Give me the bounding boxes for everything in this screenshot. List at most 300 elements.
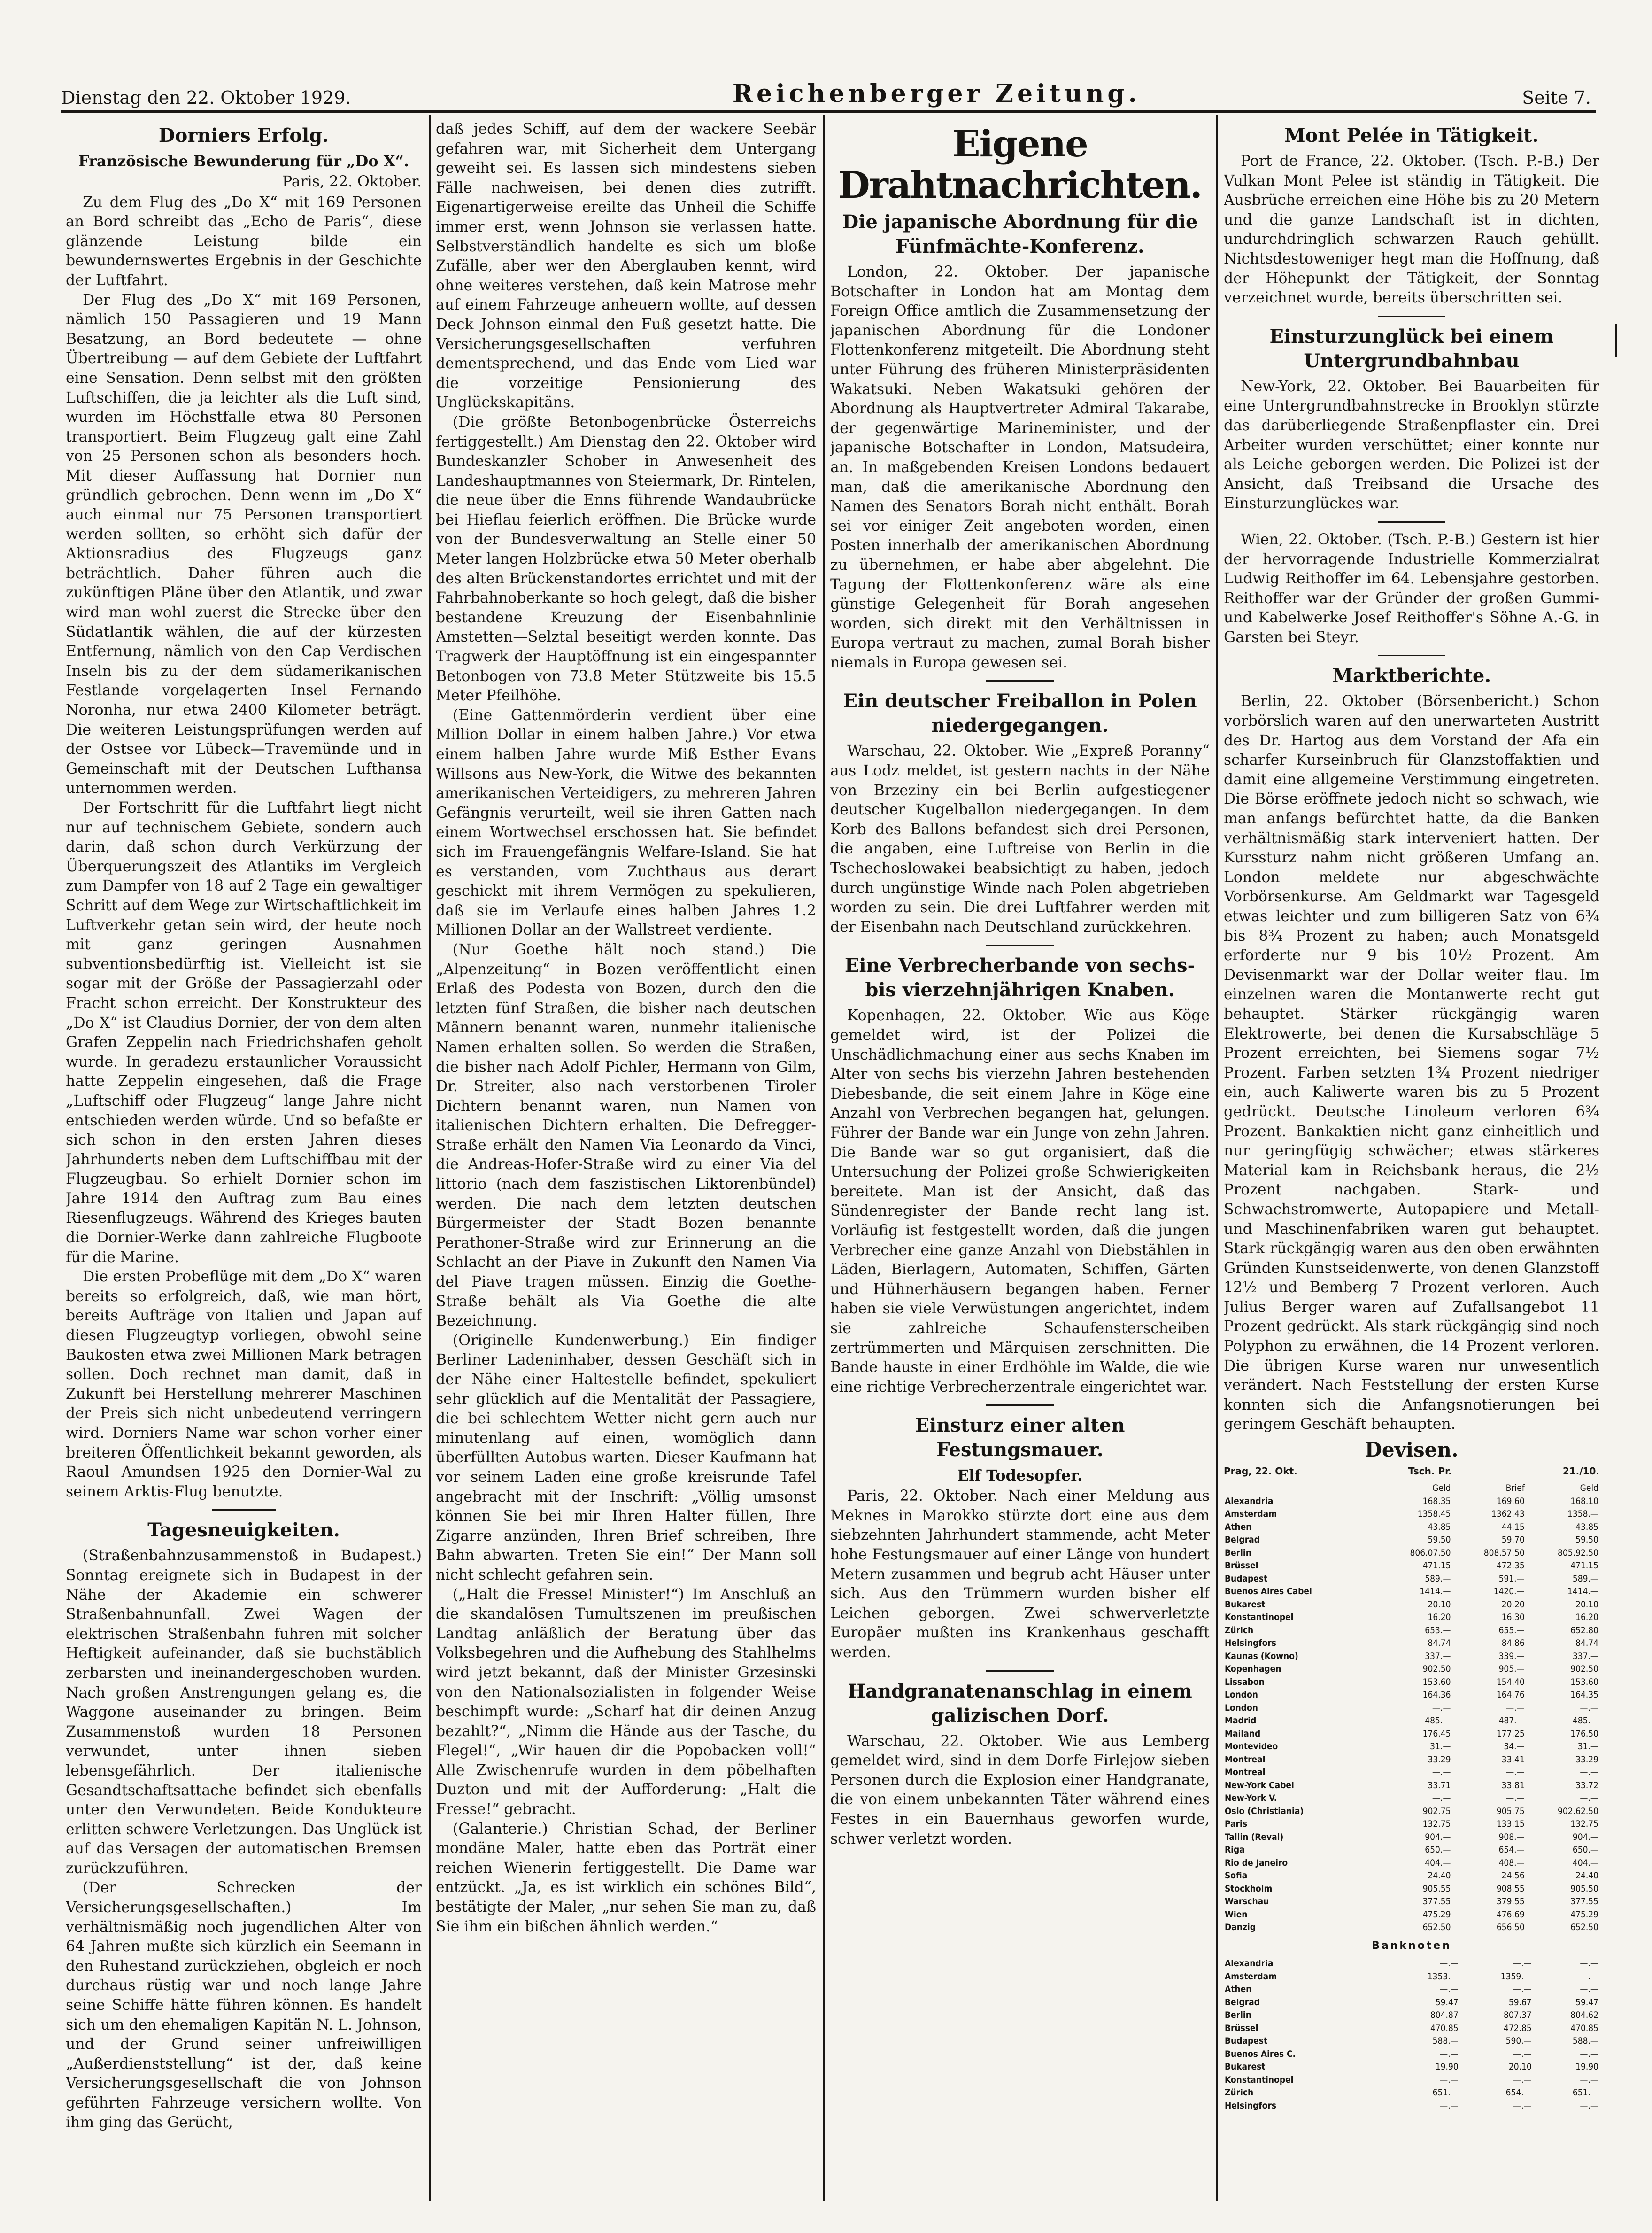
devisen-row — [1224, 1573, 1599, 1586]
article-paragraph: Warschau, 22. Oktober. Wie aus Lemberg gemeldet wird, sind in dem Dorfe Firlejow sieben Personen durch die Explosion einer Handgranate, die von einem unbekannten Täter während eines Festes in ein Bauernhaus geworfen wurde, schwer verletzt worden. — [830, 1732, 1210, 1847]
devisen-geld-value: 31.— — [1430, 1741, 1451, 1752]
banknoten-currency-name: Zürich — [1225, 2087, 1254, 2098]
article-paragraph: London, 22. Oktober. Der japanische Botschafter in London hat am Montag dem Foreign Office amtlich die Zusammensetzung der japanischen Abordnung für die Londoner Flottenkonferenz mitgeteilt. Die Abordnung steht unter Führung des früheren Ministerpräsidenten Wakatsuki. Neben Wakatsuki gehören der Abordnung als Hauptvertreter Admiral Takarabe, der gegenwärtige Marineminister, und der japanische Botschafter in London, Matsudeira, an. In maßgebenden Kreisen Londons bedauert man, daß die amerikanische Abordnung den Namen des Senators Borah nicht enthält. Borah sei vor einiger Zeit angeboten worden, einen Posten innerhalb der amerikanischen Abordnung zu übernehmen, er habe aber abgelehnt. Die Tagung der Flottenkonferenz wäre als eine günstige Gelegenheit für Borah angesehen worden, sich direkt mit den Verhältnissen in Europa vertraut zu machen, zumal Borah bisher niemals in Europa gewesen sei. — [830, 264, 1210, 671]
devisen-brief-value: 24.56 — [1501, 1870, 1525, 1881]
devisen-brief-value: 154.40 — [1496, 1676, 1525, 1687]
banknoten-geld-value: 804.87 — [1430, 2010, 1459, 2021]
devisen-header-brief: Brief — [1505, 1483, 1525, 1494]
article-paragraph: Der Flug des „Do X“ mit 169 Personen, nämlich 150 Passagieren und 19 Mann Besatzung, an Bord bedeutete — ohne Übertreibung — auf dem Gebiete der Luftfahrt eine Sensation. Denn selbst mit den größten Luftschiffen, die ja leichter als die Luft sind, wurden im Höchstfalle etwa 80 Personen transportiert. Beim Flugzeug galt eine Zahl von 25 Personen schon als besonders hoch. Mit dieser Auffassung hat Dornier nun gründlich gebrochen. Denn wenn im „Do X“ auch einmal nur 75 Personen transportiert werden sollten, so erhöht sich dafür der Aktionsradius des Flugzeugs ganz beträchtlich. Daher führen auch die zukünftigen Pläne über den Atlantik, und zwar wird man wohl zuerst die Strecke über den Südatlantik wählen, die auf der kürzesten Entfernung, nämlich von den Cap Verdischen Inseln bis zu der dem südamerikanischen Festlande vorgelagerten Insel Fernando Noronha, nur etwa 2400 Kilometer beträgt. Die weiteren Leistungsprüfungen werden auf der Ostsee vor Lübeck—Travemünde und in Gemeinschaft mit der Deutschen Lufthansa unternommen werden. — [66, 291, 422, 797]
devisen-header-row — [1224, 1482, 1599, 1495]
article-paragraph: Berlin, 22. Oktober (Börsenbericht.) Schon vorbörslich waren auf den unerwarteten Austritt des Dr. Hartog aus dem Vorstand der Afa ein scharfer Kurseinbruch für Glanzstoffaktien und damit eine allgemeine Verstimmung eingetreten. Die Börse eröffnete jedoch nicht so schwach, wie man anfangs befürchtet hatte, da die Banken verhältnismäßig stark interveniert hatten. Der Kurssturz nahm nicht größeren Umfang an. London meldete nur abgeschwächte Vorbörsenkurse. Am Geldmarkt war Tagesgeld etwas leichter und zum billigeren Satz von 6¾ bis 8¾ Prozent zu haben; auch Monatsgeld erforderte nur 9 bis 10½ Prozent. Am Devisenmarkt war der Dollar weiter flau. Im einzelnen waren die Montanwerte recht gut behauptet. Stärker rückgängig waren Elektrowerte, bei denen die Kursabschläge 5 Prozent erreichten, bei Siemens sogar 7½ Prozent. Farben setzten 1¾ Prozent niedriger ein, auch Kaliwerte waren bis zu 5 Prozent gedrückt. Deutsche Linoleum verloren 6¾ Prozent. Bankaktien nicht ganz einheitlich und nur geringfügig schwächer; etwas stärkeres Material kam in Reichsbank heraus, die 2½ Prozent nachgaben. Stark- und Schwachstromwerte, Autopapiere und Metall- und Maschinenfabriken waren gut behauptet. Stark rückgängig waren aus den oben erwähnten Gründen Kunstseidenwerte, von denen Glanzstoff 12½ und Bemberg 7 Prozent verloren. Auch Julius Berger waren auf Zufallsangebot 11 Prozent gedrückt. Als stark rückgängig sind noch Polyphon zu erwähnen, die 14 Prozent verloren. Die übrigen Kurse waren nur unwesentlich verändert. Nach Feststellung der ersten Kurse konnten sich die Anfangsnotierungen bei geringem Geschäft behaupten. — [1224, 693, 1599, 1433]
column-divider-2 — [823, 115, 825, 2201]
devisen-currency-name: Mailand — [1225, 1728, 1261, 1739]
devisen-brief-value: 487.— — [1498, 1715, 1525, 1726]
article-paragraph: Port de France, 22. Oktober. (Tsch. P.-B.) Der Vulkan Mont Pelee ist ständig in Tätigkeit. Die Ausbrüche erreichen eine Höhe bis zu 20 Metern und die ganze Landschaft ist in dichten, undurchdringlich schwarzen Rauch gehüllt. Nichtsdestoweniger hegt man die Hoffnung, daß der Höhepunkt der Tätigkeit, der Sonntag verzeichnet wurde, bereits überschritten sei. — [1224, 153, 1599, 307]
devisen-row — [1224, 1908, 1599, 1922]
devisen-prev-geld-value: 475.29 — [1570, 1909, 1598, 1920]
devisen-row — [1224, 1534, 1599, 1547]
devisen-currency-name: Alexandria — [1225, 1496, 1274, 1506]
article-paragraph: Warschau, 22. Oktober. Wie „Expreß Poranny“ aus Lodz meldet, ist gestern nachts in der Nähe von Brzeziny ein bei Berlin aufgestiegener deutscher Kugelballon niedergegangen. In dem Korb des Ballons befandest sich drei Personen, die angaben, eine Luftreise von Berlin in die Tschechoslowakei beabsichtigt zu haben, jedoch durch ungünstige Winde nach Polen abgetrieben worden zu sein. Die drei Luftfahrer werden mit der Eisenbahn nach Deutschland zurückkehren. — [830, 743, 1210, 936]
devisen-brief-value: —.— — [1506, 1793, 1525, 1804]
banknoten-geld-value: 588.— — [1432, 2036, 1459, 2047]
devisen-brief-value: 476.69 — [1496, 1909, 1525, 1920]
section-separator — [986, 1404, 1054, 1406]
article-paragraph: (Eine Gattenmörderin verdient über eine Million Dollar in einem halben Jahre.) Vor etwa einem halben Jahre wurde Miß Esther Evans Willsons aus New-York, die Witwe des bekannten amerikanischen Verteidigers, zu mehreren Jahren Gefängnis verurteilt, weil sie ihren Gatten nach einem Wortwechsel erschossen hat. Sie befindet sich im Frauengefängnis Welfare-Island. Sie hat es verstanden, vom Zuchthaus aus derart geschickt mit ihrem Vermögen zu spekulieren, daß sie im Verlaufe eines halben Jahres 1.2 Millionen Dollar an der Wallstreet verdiente. — [436, 706, 816, 939]
devisen-currency-name: Buenos Aires Cabel — [1225, 1586, 1312, 1597]
devisen-currency-name: London — [1225, 1690, 1258, 1700]
devisen-brief-value: 908.55 — [1496, 1883, 1525, 1894]
devisen-row — [1224, 1714, 1599, 1728]
devisen-prev-geld-value: 404.— — [1572, 1857, 1598, 1868]
devisen-geld-value: 485.— — [1425, 1715, 1451, 1726]
banknoten-brief-value: 807.37 — [1504, 2010, 1532, 2021]
banknoten-prev-geld-value: 588.— — [1572, 2036, 1598, 2047]
devisen-prev-geld-value: 1414.— — [1567, 1586, 1598, 1597]
devisen-brief-value: 177.25 — [1496, 1728, 1525, 1739]
banknoten-row — [1224, 2100, 1599, 2113]
devisen-geld-value: 153.60 — [1422, 1676, 1451, 1687]
devisen-geld-value: 20.10 — [1428, 1599, 1451, 1610]
column-divider-3 — [1216, 115, 1218, 2201]
devisen-prev-geld-value: 652.80 — [1570, 1625, 1598, 1636]
devisen-row — [1224, 1702, 1599, 1715]
devisen-brief-value: 408.— — [1498, 1857, 1525, 1868]
devisen-row — [1224, 1869, 1599, 1883]
devisen-prev-geld-value: 1358.— — [1567, 1509, 1598, 1520]
banknoten-row — [1224, 2022, 1599, 2035]
devisen-brief-value: 472.35 — [1496, 1560, 1525, 1571]
devisen-currency-name: Rio de Janeiro — [1225, 1857, 1288, 1868]
devisen-geld-value: 337.— — [1425, 1651, 1451, 1661]
devisen-header-geld: Geld — [1432, 1483, 1451, 1494]
banknoten-brief-value: —.— — [1513, 2100, 1532, 2111]
devisen-prev-geld-value: 33.72 — [1575, 1780, 1598, 1791]
devisen-geld-value: 164.36 — [1422, 1690, 1451, 1700]
section-separator — [1378, 316, 1445, 317]
banknoten-currency-name: Amsterdam — [1225, 1971, 1277, 1982]
section-separator — [986, 945, 1054, 946]
banknoten-prev-geld-value: 804.62 — [1570, 2010, 1598, 2021]
devisen-row — [1224, 1585, 1599, 1598]
banknoten-geld-value: —.— — [1440, 1984, 1459, 1995]
headline-freiballon: Ein deutscher Freiballon in Polen niedergegangen. — [843, 690, 1197, 737]
banknoten-brief-value: —.— — [1513, 2048, 1532, 2059]
devisen-currency-name: Berlin — [1225, 1547, 1251, 1558]
article-paragraph: (Der Schrecken der Versicherungsgesellschaften.) Im verhältnismäßig noch jugendlichen Alter von 64 Jahren mußte sich kürzlich ein Seemann in den Ruhestand zurückziehen, obgleich er noch durchaus rüstig war und noch lange Jahre seine Schiffe hätte führen können. Es handelt sich um den ehemaligen Kapitän N. L. Johnson, und der Grund seiner unfreiwilligen „Außerdienststellung“ ist der, daß keine Versicherungsgesellschaft die von Johnson geführten Fahrzeuge versichern wollte. Von ihm ging das Gerücht, — [66, 1879, 422, 2131]
devisen-row — [1224, 1611, 1599, 1624]
article-paragraph: Kopenhagen, 22. Oktober. Wie aus Köge gemeldet wird, ist der Polizei die Unschädlichmachung einer aus sechs Knaben im Alter von sechs bis vierzehn Jahren bestehenden Diebesbande, die seit einem Jahre in Köge eine Anzahl von Verbrechen begangen hat, gelungen. Führer der Bande war ein Junge von zehn Jahren. Die Bande war so gut organisiert, daß die Untersuchung der Polizei große Schwierigkeiten bereitete. Man ist der Ansicht, daß das Sündenregister der Bande recht lang ist. Vorläufig ist festgestellt worden, daß die jungen Verbrecher eine ganze Anzahl von Diebstählen in Läden, Bierlagern, Automaten, Schiffen, Gärten und Hühnerhäusern begangen haben. Ferner haben sie viele Verwüstungen angerichtet, indem sie zahlreiche Schaufensterscheiben zertrümmerten und Märquisen zerschnitten. Die Bande hauste in einer Erdhöhle im Walde, die wie eine richtige Verbrecherzentrale eingerichtet war. — [830, 1007, 1210, 1396]
devisen-geld-value: 59.50 — [1428, 1535, 1451, 1545]
devisen-row — [1224, 1740, 1599, 1753]
margin-mark — [1615, 324, 1617, 357]
devisen-prev-geld-value: 153.60 — [1570, 1676, 1598, 1687]
header-date: Dienstag den 22. Oktober 1929. — [61, 87, 351, 108]
devisen-row — [1224, 1559, 1599, 1573]
devisen-brief-value: 59.70 — [1501, 1535, 1525, 1545]
devisen-brief-value: 908.— — [1498, 1831, 1525, 1842]
devisen-row — [1224, 1766, 1599, 1779]
banknoten-rows — [1224, 1957, 1599, 2112]
banknoten-brief-value: —.— — [1513, 2074, 1532, 2085]
devisen-geld-value: 33.71 — [1428, 1780, 1451, 1791]
devisen-geld-value: 176.45 — [1422, 1728, 1451, 1739]
devisen-row — [1224, 1818, 1599, 1831]
devisen-currency-name: Zürich — [1225, 1625, 1254, 1636]
banknoten-currency-name: Konstantinopel — [1225, 2074, 1294, 2085]
devisen-brief-value: 905.— — [1498, 1664, 1525, 1675]
devisen-currency-name: Wien — [1225, 1909, 1248, 1920]
devisen-row — [1224, 1792, 1599, 1805]
devisen-prev-geld-value: 59.50 — [1575, 1535, 1598, 1545]
article-paragraph: New-York, 22. Oktober. Bei Bauarbeiten für eine Untergrundbahnstrecke in Brooklyn stürzte das darüberliegende Straßenpflaster ein. Drei Arbeiter wurden verschüttet; einer konnte nur als Leiche geborgen werden. Die Polizei ist der Ansicht, daß Treibsand die Ursache des Einsturzunglückes war. — [1224, 378, 1599, 512]
devisen-currency-name: Lissabon — [1225, 1676, 1265, 1687]
devisen-row — [1224, 1521, 1599, 1534]
devisen-prev-geld-value: 176.50 — [1570, 1728, 1598, 1739]
devisen-prev-geld-value: 902.62.50 — [1558, 1806, 1598, 1816]
banknoten-prev-geld-value: 59.47 — [1575, 1997, 1598, 2008]
devisen-prev-geld-value: 904.— — [1572, 1831, 1598, 1842]
devisen-row — [1224, 1753, 1599, 1767]
devisen-table — [1224, 1482, 1599, 1934]
banknoten-row — [1224, 1996, 1599, 2009]
devisen-prev-geld-value: 377.55 — [1570, 1896, 1598, 1907]
devisen-brief-value: 339.— — [1498, 1651, 1525, 1661]
banknoten-currency-name: Bukarest — [1225, 2062, 1266, 2072]
devisen-currency-name: Stockholm — [1225, 1883, 1273, 1894]
devisen-currency-name: Danzig — [1225, 1922, 1256, 1933]
banknoten-brief-value: 20.10 — [1508, 2062, 1532, 2072]
banknoten-brief-value: 59.67 — [1508, 1997, 1532, 2008]
devisen-currency-name: Kaunas (Kowno) — [1225, 1651, 1298, 1661]
article-paragraph: (Galanterie.) Christian Schad, der Berliner mondäne Maler, hatte eben das Porträt einer reichen Wienerin fertiggestellt. Die Dame war entzückt. „Ja, es ist wirklich ein schönes Bild“, bestätigte der Maler, „nur sehen Sie man zu, daß Sie ihm ein bißchen ähnlich werden.“ — [436, 1820, 816, 1935]
devisen-geld-value: 904.— — [1425, 1831, 1451, 1842]
article-paragraph: Der Fortschritt für die Luftfahrt liegt nicht nur auf technischem Gebiete, sondern auch darin, daß schon durch Verkürzung der Überquerungszeit des Atlantiks im Vergleich zum Dampfer von 18 auf 2 Tage ein gewaltiger Schritt auf dem Wege zur Wirtschaftlichkeit im Luftverkehr getan sein wird, der heute noch mit ganz geringen Ausnahmen subventionsbedürftig ist. Vielleicht ist sie sogar mit der Größe der Passagierzahl oder Fracht schon erreicht. Der Konstrukteur des „Do X“ ist Claudius Dornier, der von dem alten Grafen Zeppelin nach Friedrichshafen geholt wurde. In geradezu erstaunlicher Voraussicht hatte Zeppelin eingesehen, daß die Frage „Luftschiff oder Flugzeug“ lange Jahre nicht entschieden werden würde. Und so befaßte er sich schon in den ersten Jahren dieses Jahrhunderts neben dem Luftschiffbau mit der Flugzeugbau. So erhielt Dornier schon im Jahre 1914 den Auftrag zum Bau eines Riesenflugzeugs. Während des Krieges bauten die Dornier-Werke dann zahlreiche Flugboote für die Marine. — [66, 799, 422, 1266]
devisen-brief-value: 164.76 — [1496, 1690, 1525, 1700]
banknoten-row — [1224, 2035, 1599, 2048]
devisen-geld-value: 806.07.50 — [1410, 1547, 1451, 1558]
devisen-row — [1224, 1663, 1599, 1676]
devisen-brief-value: 379.55 — [1496, 1896, 1525, 1907]
devisen-caption-left: Prag, 22. Okt. — [1224, 1465, 1297, 1477]
banknoten-prev-geld-value: —.— — [1580, 1984, 1598, 1995]
devisen-row — [1224, 1598, 1599, 1612]
column-divider-1 — [429, 115, 431, 2201]
devisen-prev-geld-value: 132.75 — [1570, 1819, 1598, 1830]
devisen-geld-value: 16.20 — [1428, 1612, 1451, 1623]
devisen-currency-name: Madrid — [1225, 1715, 1257, 1726]
devisen-brief-value: 655.— — [1498, 1625, 1525, 1636]
column-3 — [830, 120, 1210, 2210]
devisen-row — [1224, 1728, 1599, 1741]
column-2 — [436, 120, 816, 2210]
devisen-geld-value: 404.— — [1425, 1857, 1451, 1868]
headline-verbrecherbande: Eine Verbrecherbande von sechs- bis vierzehnjährigen Knaben. — [844, 954, 1196, 1001]
devisen-currency-name: Oslo (Christiania) — [1225, 1806, 1304, 1816]
devisen-brief-value: 33.81 — [1501, 1780, 1525, 1791]
banknoten-row — [1224, 2048, 1599, 2061]
headline-handgranate: Handgranatenanschlag in einem galizischen Dorf. — [848, 1680, 1192, 1727]
banknoten-brief-value: 1359.— — [1500, 1971, 1532, 1982]
devisen-currency-name: Warschau — [1225, 1896, 1269, 1907]
devisen-currency-name: Amsterdam — [1225, 1509, 1277, 1520]
devisen-geld-value: —.— — [1432, 1702, 1451, 1713]
article-paragraph: (Die größte Betonbogenbrücke Österreichs fertiggestellt.) Am Dienstag den 22. Oktober wird Bundeskanzler Schober in Anwesenheit des Landeshauptmannes von Steiermark, Dr. Rintelen, die neue über die Enns führende Wandaubrücke bei Hieflau feierlich eröffnen. Die Brücke wurde von der Bundesverwaltung an Stelle einer 50 Meter langen Holzbrücke etwa 50 Meter oberhalb des alten Brückenstandortes errichtet und mit der Fahrbahnoberkante so hoch gelegt, daß die bisher bestandene Kreuzung der Eisenbahnlinie Amstetten—Selztal beseitigt werden konnte. Das Tragwerk der Hauptöffnung ist ein eingespannter Betonbogen von 73.8 Meter Stützweite bis 15.5 Meter Pfeilhöhe. — [436, 413, 816, 705]
devisen-currency-name: Helsingfors — [1225, 1638, 1276, 1649]
banknoten-currency-name: Belgrad — [1225, 1997, 1260, 2008]
devisen-currency-name: Konstantinopel — [1225, 1612, 1294, 1623]
devisen-prev-geld-value: 43.85 — [1575, 1521, 1598, 1532]
devisen-brief-value: 656.50 — [1496, 1922, 1525, 1933]
devisen-geld-value: 653.— — [1425, 1625, 1451, 1636]
devisen-geld-value: —.— — [1432, 1793, 1451, 1804]
devisen-geld-value: 377.55 — [1422, 1896, 1451, 1907]
article-paragraph: Wien, 22. Oktober. (Tsch. P.-B.) Gestern ist hier der hervorragende Industrielle Kommerzialrat Ludwig Reithoffer im 64. Lebensjahre gestorben. Reithoffer war der Gründer der großen Gummi- und Kabelwerke Josef Reithoffer's Söhne A.-G. in Garsten bei Steyr. — [1224, 531, 1599, 646]
devisen-prev-geld-value: 905.50 — [1570, 1883, 1598, 1894]
devisen-prev-geld-value: 33.29 — [1575, 1754, 1598, 1765]
banknoten-geld-value: 1353.— — [1427, 1971, 1459, 1982]
devisen-currency-name: Paris — [1225, 1819, 1248, 1830]
dateline-dornier: Paris, 22. Oktober. — [282, 173, 422, 190]
devisen-table-caption — [1224, 1462, 1599, 1481]
devisen-brief-value: 20.20 — [1501, 1599, 1525, 1610]
article-paragraph: (Originelle Kundenwerbung.) Ein findiger Berliner Ladeninhaber, dessen Geschäft sich in der Nähe einer Haltestelle befindet, spekuliert sehr glücklich auf die Mentalität der Passagiere, die bei schlechtem Wetter nicht gern auch nur minutenlang auf einen, womöglich dann überfüllten Autobus warten. Dieser Kaufmann hat vor seinem Laden eine große kreisrunde Tafel angebracht mit der Inschrift: „Völlig umsonst können Sie bei mir Ihren Halter füllen, Ihre Zigarre anzünden, Ihren Brief schreiben, Ihre Bahn abwarten. Treten Sie ein!“ Der Mann soll nicht schlecht gefahren sein. — [436, 1332, 816, 1583]
banknoten-currency-name: Buenos Aires C. — [1225, 2048, 1296, 2059]
banknoten-currency-name: Helsingfors — [1225, 2100, 1276, 2111]
devisen-currency-name: Budapest — [1225, 1573, 1268, 1584]
devisen-currency-name: New-York Cabel — [1225, 1780, 1294, 1791]
devisen-prev-geld-value: 24.40 — [1575, 1870, 1598, 1881]
devisen-geld-value: 650.— — [1425, 1845, 1451, 1855]
devisen-row — [1224, 1857, 1599, 1870]
devisen-currency-name: Tallin (Reval) — [1225, 1831, 1284, 1842]
devisen-geld-value: 84.74 — [1428, 1638, 1451, 1649]
devisen-brief-value: 34.— — [1504, 1741, 1525, 1752]
devisen-prev-geld-value: —.— — [1580, 1767, 1598, 1778]
devisen-geld-value: 132.75 — [1422, 1819, 1451, 1830]
banknoten-row — [1224, 1957, 1599, 1970]
article-paragraph: (Straßenbahnzusammenstoß in Budapest.) Sonntag ereignete sich in Budapest in der Nähe der Akademie ein schwerer Straßenbahnunfall. Zwei Wagen der elektrischen Straßenbahn fuhren mit solcher Heftigkeit aufeinander, daß sie buchstäblich zerbarsten und ineinandergeschoben wurden. Nach großen Anstrengungen gelang es, die Waggone auseinander zu bringen. Beim Zusammenstoß wurden 18 Personen verwundet, unter ihnen sieben lebensgefährlich. Der italienische Gesandtschaftsattache befindet sich ebenfalls unter den Verwundeten. Beide Kondukteure erlitten schwere Verletzungen. Das Unglück ist auf das Versagen der automatischen Bremsen zurückzuführen. — [66, 1547, 422, 1877]
devisen-row — [1224, 1831, 1599, 1844]
devisen-prev-geld-value: 168.10 — [1570, 1496, 1598, 1506]
banknoten-prev-geld-value: 19.90 — [1575, 2062, 1598, 2072]
headline-japanische-abordnung: Die japanische Abordnung für die Fünfmächte-Konferenz. — [842, 211, 1198, 257]
devisen-prev-geld-value: —.— — [1580, 1702, 1598, 1713]
devisen-header-blank — [1224, 1482, 1378, 1495]
banknoten-prev-geld-value: —.— — [1580, 2048, 1598, 2059]
banknoten-brief-value: 654.— — [1505, 2087, 1532, 2098]
devisen-brief-value: 133.15 — [1496, 1819, 1525, 1830]
banknoten-table — [1224, 1957, 1599, 2112]
devisen-currency-name: Sofia — [1225, 1870, 1248, 1881]
section-separator — [1378, 655, 1445, 656]
banknoten-currency-name: Budapest — [1225, 2036, 1268, 2047]
devisen-rows — [1224, 1495, 1599, 1934]
devisen-geld-value: 24.40 — [1428, 1870, 1451, 1881]
devisen-brief-value: 905.75 — [1496, 1806, 1525, 1816]
devisen-brief-value: 169.60 — [1496, 1496, 1525, 1506]
devisen-brief-value: 1362.43 — [1491, 1509, 1525, 1520]
banknoten-currency-name: Alexandria — [1225, 1958, 1274, 1969]
devisen-prev-geld-value: 485.— — [1572, 1715, 1598, 1726]
devisen-row — [1224, 1495, 1599, 1508]
subheadline-festungsmauer: Elf Todesopfer. — [957, 1466, 1083, 1485]
devisen-title: Devisen. — [1365, 1438, 1459, 1462]
devisen-currency-name: Athen — [1225, 1521, 1252, 1532]
headline-dornier: Dorniers Erfolg. — [158, 124, 329, 147]
banknoten-geld-value: —.— — [1440, 1958, 1459, 1969]
devisen-row — [1224, 1844, 1599, 1857]
devisen-prev-geld-value: 589.— — [1572, 1573, 1598, 1584]
devisen-currency-name: Montevideo — [1225, 1741, 1278, 1752]
banknoten-brief-value: 472.85 — [1504, 2023, 1532, 2033]
banknoten-row — [1224, 2061, 1599, 2074]
devisen-prev-geld-value: 902.50 — [1570, 1664, 1598, 1675]
devisen-row — [1224, 1883, 1599, 1896]
devisen-currency-name: Bukarest — [1225, 1599, 1266, 1610]
devisen-geld-value: 905.55 — [1422, 1883, 1451, 1894]
devisen-currency-name: London — [1225, 1702, 1258, 1713]
devisen-row — [1224, 1689, 1599, 1702]
banknoten-brief-value: —.— — [1513, 1958, 1532, 1969]
banknoten-row — [1224, 2009, 1599, 2022]
devisen-row — [1224, 1508, 1599, 1521]
devisen-brief-value: 591.— — [1498, 1573, 1525, 1584]
devisen-prev-geld-value: 650.— — [1572, 1845, 1598, 1855]
devisen-currency-name: Montreal — [1225, 1767, 1266, 1778]
banknoten-prev-geld-value: —.— — [1580, 1958, 1598, 1969]
devisen-prev-geld-value: 16.20 — [1575, 1612, 1598, 1623]
headline-marktberichte: Marktberichte. — [1332, 665, 1491, 687]
devisen-prev-geld-value: 337.— — [1572, 1651, 1598, 1661]
devisen-brief-value: 33.41 — [1501, 1754, 1525, 1765]
devisen-row — [1224, 1547, 1599, 1560]
devisen-brief-value: 84.86 — [1501, 1638, 1525, 1649]
devisen-prev-geld-value: 84.74 — [1575, 1638, 1598, 1649]
column-1 — [66, 120, 422, 2210]
banknoten-brief-value: 590.— — [1505, 2036, 1532, 2047]
devisen-brief-value: —.— — [1506, 1702, 1525, 1713]
banknoten-geld-value: —.— — [1440, 2048, 1459, 2059]
subheadline-dornier: Französische Bewunderung für „Do X“. — [78, 152, 409, 170]
article-paragraph: Paris, 22. Oktober. Nach einer Meldung aus Meknes in Marokko stürzte dort eine aus dem siebzehnten Jahrhundert stammende, acht Meter hohe Festungsmauer auf einer Länge von hundert Metern zusammen und begrub acht Häuser unter sich. Aus den Trümmern wurden bisher elf Leichen geborgen. Zwei schwerverletzte Europäer mußten ins Krankenhaus geschafft werden. — [830, 1488, 1210, 1661]
banknoten-prev-geld-value: —.— — [1580, 2074, 1598, 2085]
devisen-currency-name: Belgrad — [1225, 1535, 1260, 1545]
banknoten-currency-name: Athen — [1225, 1984, 1252, 1995]
section-separator — [986, 680, 1054, 682]
devisen-row — [1224, 1805, 1599, 1818]
devisen-prev-geld-value: 31.— — [1577, 1741, 1598, 1752]
devisen-brief-value: 44.15 — [1501, 1521, 1525, 1532]
devisen-geld-value: 1358.45 — [1417, 1509, 1451, 1520]
devisen-prev-geld-value: 652.50 — [1570, 1922, 1598, 1933]
column-4 — [1224, 120, 1599, 2210]
devisen-caption-right: 21./10. — [1562, 1465, 1599, 1477]
devisen-currency-name: Kopenhagen — [1225, 1664, 1281, 1675]
section-separator — [1378, 521, 1445, 523]
headline-untergrundbahn: Einsturzunglück bei einem Untergrundbahnbau — [1269, 325, 1554, 372]
devisen-currency-name: Montreal — [1225, 1754, 1266, 1765]
headline-festungsmauer: Einsturz einer alten Festungsmauer. — [915, 1414, 1125, 1461]
banknoten-row — [1224, 1983, 1599, 1996]
section-separator — [212, 1509, 276, 1511]
banknoten-prev-geld-value: —.— — [1580, 1971, 1598, 1982]
devisen-brief-value: 654.— — [1498, 1845, 1525, 1855]
banknoten-geld-value: 59.47 — [1435, 1997, 1459, 2008]
headline-mont-pelee: Mont Pelée in Tätigkeit. — [1284, 124, 1539, 147]
article-paragraph: („Halt die Fresse! Minister!“) Im Anschluß an die skandalösen Tumultszenen im preußischen Landtag anläßlich der Beratung über das Volksbegehren und die Aufhebung des Stahlhelms wird jetzt bekannt, daß der Minister Grzesinski von den Nationalsozialisten in folgender Weise beschimpft wurde: „Scharf hat dir deinen Anzug bezahlt?“, „Nimm die Hände aus der Tasche, du Flegel!“, „Wir hauen dir die Popobacken voll!“ Alle Zwischenrufe wurden in dem pöbelhaften Duzton und mit der Aufforderung: „Halt die Fresse!“ gebracht. — [436, 1586, 816, 1818]
banknoten-brief-value: —.— — [1513, 1984, 1532, 1995]
devisen-geld-value: 902.50 — [1422, 1664, 1451, 1675]
article-paragraph: (Nur Goethe hält noch stand.) Die „Alpenzeitung“ in Bozen veröffentlicht einen Erlaß des Podesta von Bozen, durch den die letzten fünf Straßen, die bisher nach deutschen Männern benannt waren, nunmehr italienische Namen erhalten sollen. So werden die Straßen, die bisher nach Adolf Pichler, Hermann von Gilm, Dr. Streiter, also nach verstorbenen Tiroler Dichtern benannt waren, nun Namen von italienischen Dichtern erhalten. Die Defregger-Straße erhält den Namen Via Leonardo da Vinci, die Andreas-Hofer-Straße wird zu einer Via del littorio (nach dem faszistischen Liktorenbündel) werden. Die nach dem letzten deutschen Bürgermeister der Stadt Bozen benannte Perathoner-Straße wird zur Erinnerung an die Schlacht an der Piave in Zukunft den Namen Via del Piave tragen müssen. Einzig die Goethe-Straße behält als Via Goethe die alte Bezeichnung. — [436, 941, 816, 1330]
banknoten-row — [1224, 2086, 1599, 2100]
devisen-geld-value: 43.85 — [1428, 1521, 1451, 1532]
devisen-geld-value: 33.29 — [1428, 1754, 1451, 1765]
section-separator — [986, 1670, 1054, 1672]
page-number: Seite 7. — [1522, 87, 1591, 108]
banknoten-currency-name: Berlin — [1225, 2010, 1251, 2021]
devisen-prev-geld-value: 471.15 — [1570, 1560, 1598, 1571]
banknoten-geld-value: 651.— — [1432, 2087, 1459, 2098]
banknoten-geld-value: 470.85 — [1430, 2023, 1459, 2033]
devisen-row — [1224, 1895, 1599, 1908]
devisen-row — [1224, 1637, 1599, 1650]
devisen-geld-value: —.— — [1432, 1767, 1451, 1778]
banknoten-prev-geld-value: —.— — [1580, 2100, 1598, 2111]
devisen-currency-name: Brüssel — [1225, 1560, 1258, 1571]
devisen-geld-value: 902.75 — [1422, 1806, 1451, 1816]
banknoten-prev-geld-value: 470.85 — [1570, 2023, 1598, 2033]
devisen-header-geld-prev: Geld — [1580, 1483, 1598, 1494]
devisen-prev-geld-value: 20.10 — [1575, 1599, 1598, 1610]
devisen-geld-value: 475.29 — [1422, 1909, 1451, 1920]
article-paragraph: Die ersten Probeflüge mit dem „Do X“ waren bereits so erfolgreich, daß, wie man hört, bereits Aufträge von Italien und Japan auf diesen Flugzeugtyp vorliegen, obwohl seine Baukosten etwa zwei Millionen Mark betragen sollen. Doch rechnet man damit, daß in Zukunft bei Herstellung mehrerer Maschinen der Preis sich nicht unbedeutend verringern wird. Dorniers Name war schon vorher einer breiteren Öffentlichkeit bekannt geworden, als Raoul Amundsen 1925 den Dornier-Wal zu seinem Arktis-Flug benutzte. — [66, 1268, 422, 1500]
banknoten-row — [1224, 2074, 1599, 2087]
devisen-geld-value: 168.35 — [1422, 1496, 1451, 1506]
devisen-brief-value: 808.57.50 — [1483, 1547, 1525, 1558]
devisen-prev-geld-value: 164.35 — [1570, 1690, 1598, 1700]
newspaper-title: Reichenberger Zeitung. — [732, 79, 1141, 108]
devisen-geld-value: 589.— — [1425, 1573, 1451, 1584]
header-rule — [61, 110, 1596, 113]
banknoten-geld-value: —.— — [1440, 2100, 1459, 2111]
devisen-prev-geld-value: —.— — [1580, 1793, 1598, 1804]
devisen-row — [1224, 1676, 1599, 1689]
devisen-geld-value: 471.15 — [1422, 1560, 1451, 1571]
devisen-brief-value: —.— — [1506, 1767, 1525, 1778]
article-paragraph: Zu dem Flug des „Do X“ mit 169 Personen an Bord schreibt das „Echo de Paris“, diese glänzende Leistung bilde ein bewundernswertes Ergebnis in der Geschichte der Luftfahrt. — [66, 194, 422, 289]
page-header — [61, 75, 1591, 108]
devisen-brief-value: 16.30 — [1501, 1612, 1525, 1623]
devisen-geld-value: 1414.— — [1420, 1586, 1451, 1597]
devisen-caption-mid: Tsch. Pr. — [1408, 1465, 1452, 1477]
headline-drahtnachrichten: Eigene Drahtnachrichten. — [838, 123, 1202, 207]
article-paragraph: daß jedes Schiff, auf dem der wackere Seebär gefahren war, mit Sicherheit dem Untergang geweiht sei. Es lassen sich mindestens sieben Fälle nachweisen, bei denen dies zutrifft. Eigenartigerweise ereilte das Unheil die Schiffe immer erst, wenn Johnson sie verlassen hatte. Selbstverständlich handelte es sich um bloße Zufälle, aber wer den Aberglauben kennt, wird ohne weiteres verstehen, daß kein Matrose mehr auf einem Fahrzeuge anheuern wollte, auf dessen Deck Johnson einmal den Fuß gesetzt hatte. Die Versicherungsgesellschaften verfuhren dementsprechend, und das Ende vom Lied war die vorzeitige Pensionierung des Unglückskapitäns. — [436, 121, 816, 411]
devisen-currency-name: Riga — [1225, 1845, 1245, 1855]
banknoten-label: Banknoten — [1372, 1939, 1451, 1952]
headline-tagesneuigkeiten: Tagesneuigkeiten. — [147, 1519, 340, 1542]
devisen-geld-value: 652.50 — [1422, 1922, 1451, 1933]
devisen-prev-geld-value: 805.92.50 — [1558, 1547, 1598, 1558]
banknoten-geld-value: —.— — [1440, 2074, 1459, 2085]
devisen-row — [1224, 1779, 1599, 1792]
banknoten-prev-geld-value: 651.— — [1572, 2087, 1598, 2098]
banknoten-row — [1224, 1970, 1599, 1984]
banknoten-geld-value: 19.90 — [1435, 2062, 1459, 2072]
devisen-brief-value: 1420.— — [1493, 1586, 1525, 1597]
devisen-currency-name: New-York V. — [1225, 1793, 1277, 1804]
devisen-row — [1224, 1650, 1599, 1663]
devisen-row — [1224, 1921, 1599, 1934]
